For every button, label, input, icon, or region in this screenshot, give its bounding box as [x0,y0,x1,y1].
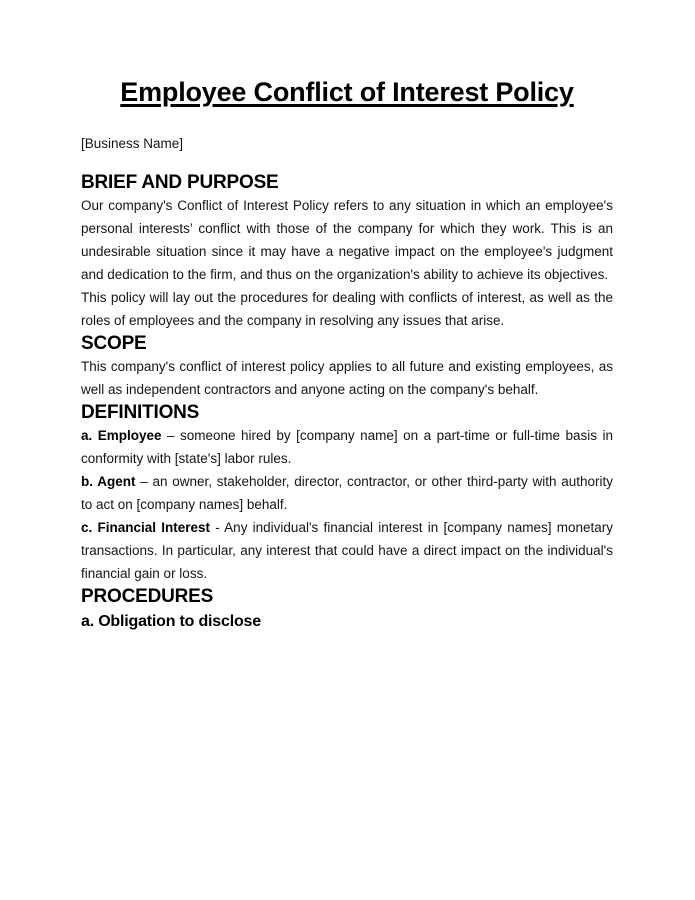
section-heading-scope: SCOPE [81,333,147,354]
paragraph-scope-1: This company's conflict of interest policy applies to all future and existing employees, as well as independent contractors and anyone acting on the company's behalf. [81,359,613,397]
definition-agent [81,470,613,516]
definition-text-financial-interest: - Any individual's financial interest in [company names] monetary transactions. In particular, any interest that could have a direct impact on the individual's financial gain or loss. [81,520,613,581]
definition-financial-interest [81,516,613,585]
paragraph-brief-1: Our company's Conflict of Interest Policy refers to any situation in which an employee's personal interests’ conflict with those of the company for which they work. This is an undesirable situation since it may have a negative impact on the employee's judgment and dedication to the firm, and thus on the organization's ability to achieve its objectives. [81,198,613,282]
definition-term-employee: a. Employee [81,428,162,443]
definition-text-agent: – an owner, stakeholder, director, contractor, or other third-party with authority to act on [company names] behalf. [81,474,613,512]
definition-employee [81,424,613,470]
definition-term-agent: b. Agent [81,474,136,489]
section-heading-procedures: PROCEDURES [81,586,214,607]
section-heading-brief-and-purpose: BRIEF AND PURPOSE [81,172,279,193]
business-name-placeholder: [Business Name] [81,136,184,151]
sub-heading-obligation-to-disclose: a. Obligation to disclose [81,613,261,630]
definition-term-financial-interest: c. Financial Interest [81,520,210,535]
section-heading-definitions: DEFINITIONS [81,402,200,423]
definition-text-employee: – someone hired by [company name] on a part-time or full-time basis in conformity with [state's] labor rules. [81,428,613,466]
paragraph-brief-2: This policy will lay out the procedures for dealing with conflicts of interest, as well as the roles of employees and the company in resolving any issues that arise. [81,290,613,328]
document-title: Employee Conflict of Interest Policy [120,77,574,107]
